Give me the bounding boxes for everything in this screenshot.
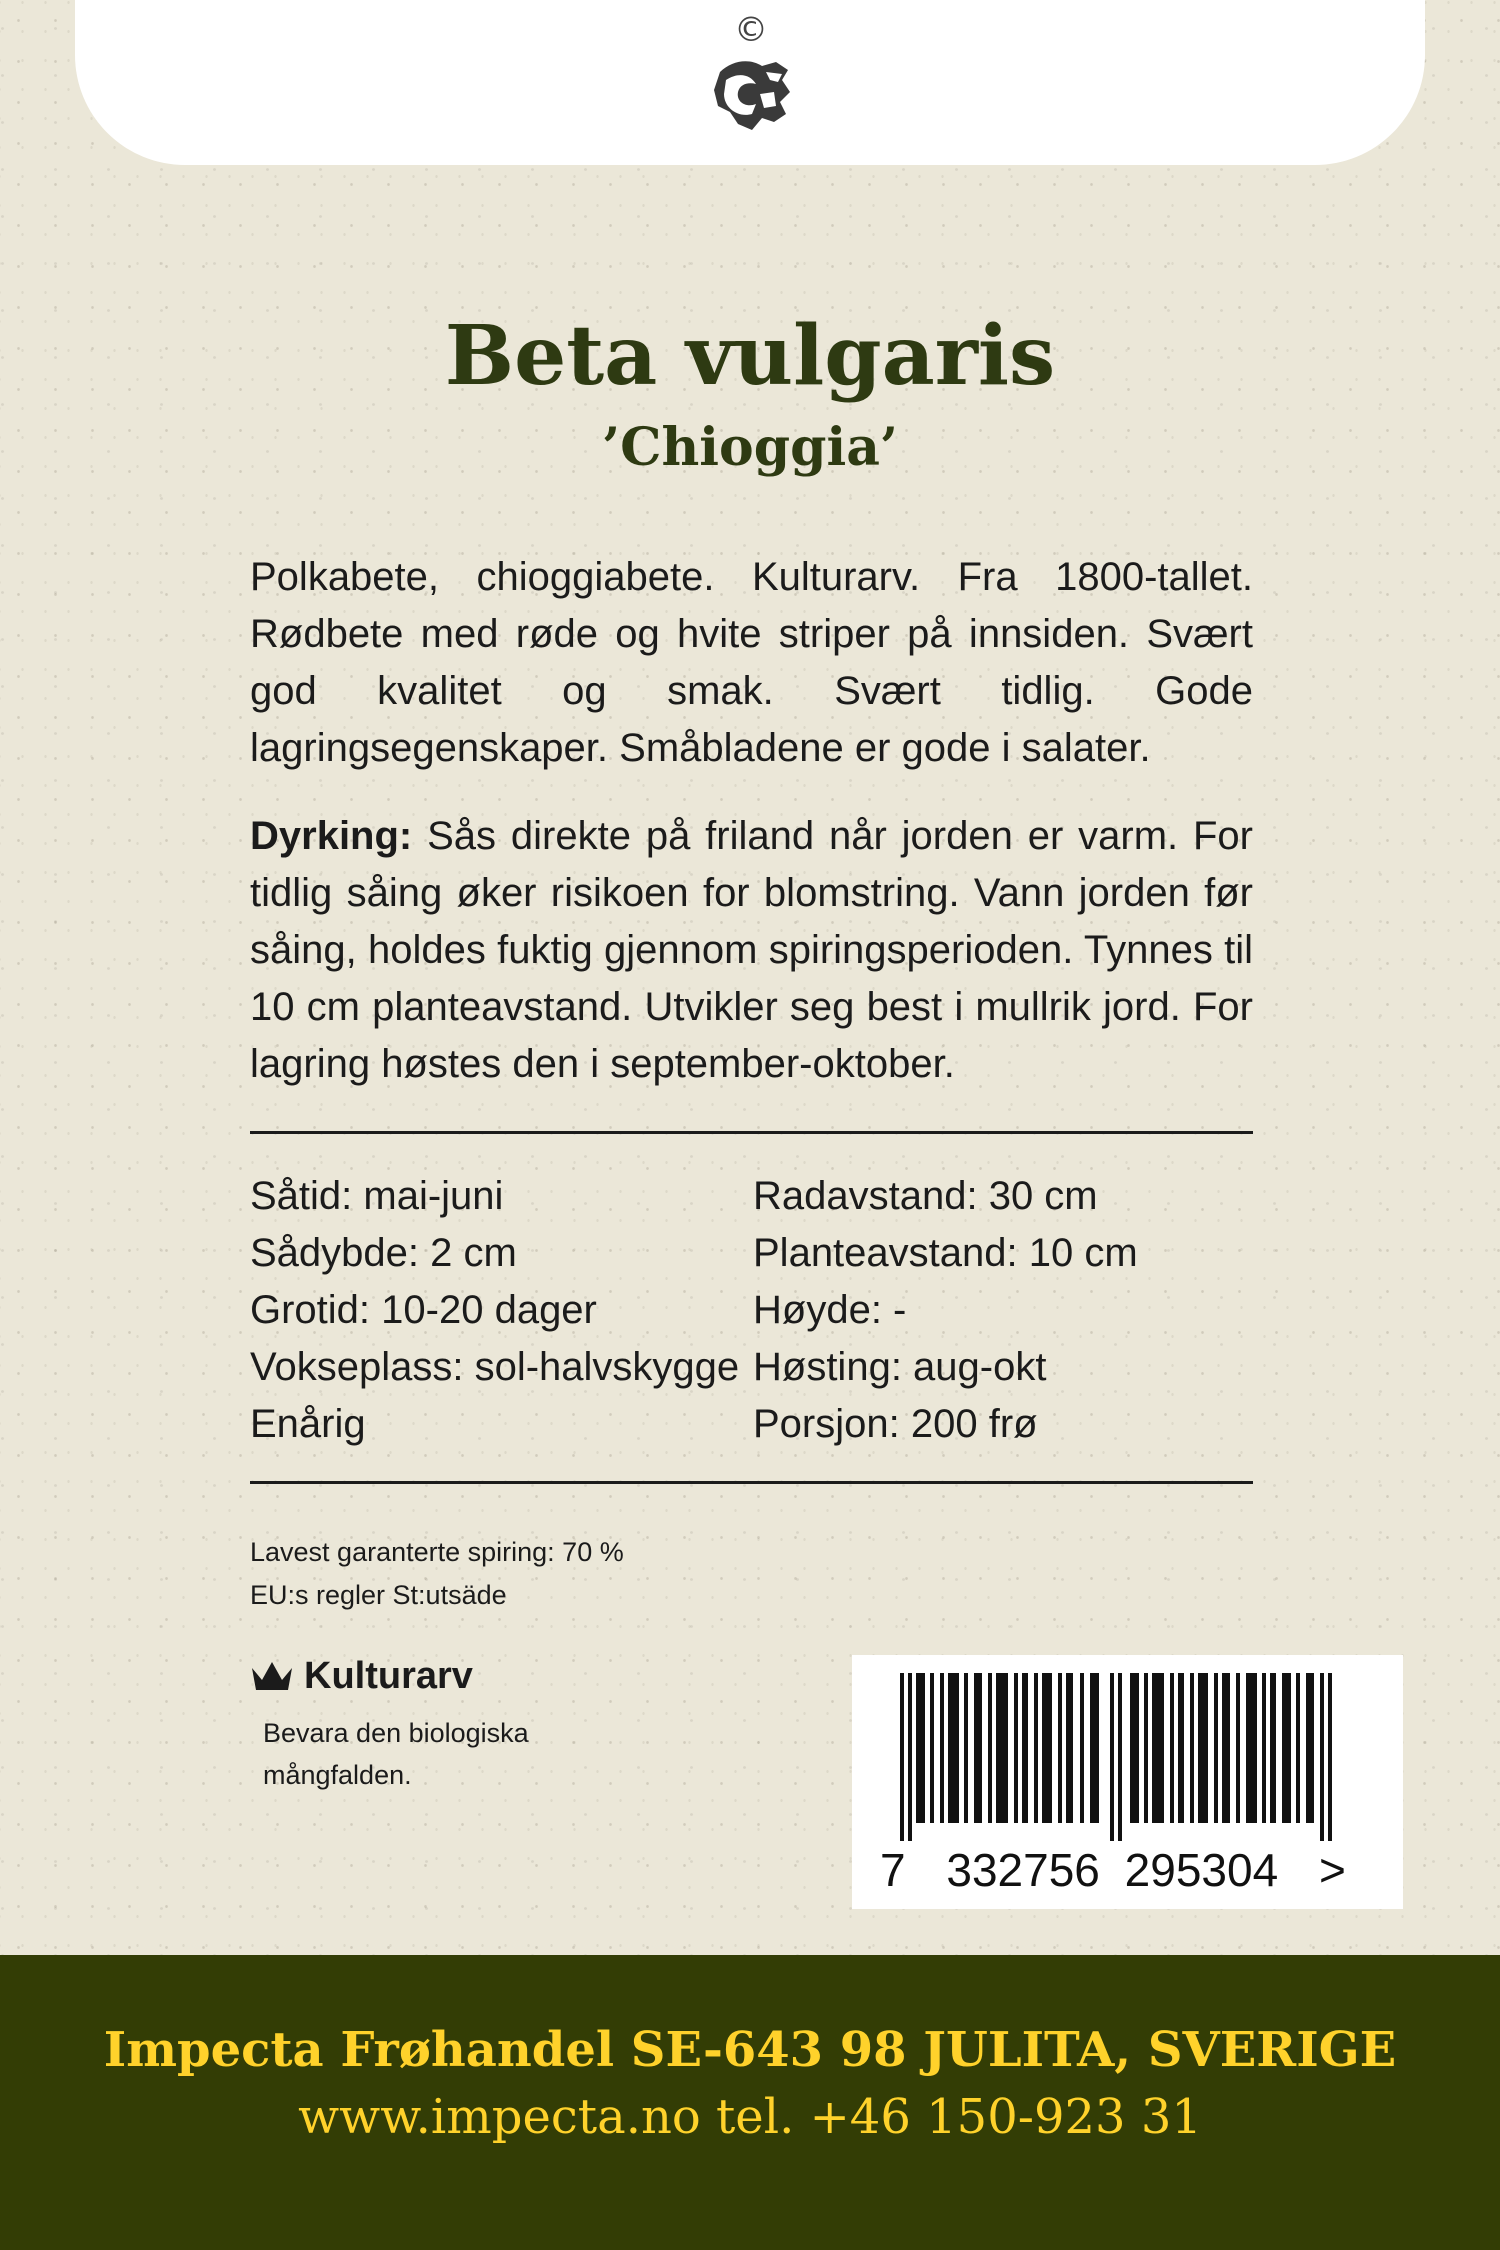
latin-name: Beta vulgaris [444,308,1056,404]
brand-logo [690,10,810,160]
divider-top [250,1131,1253,1134]
kulturarv-heading [250,1655,529,1698]
spec-germination-time: Grotid: 10-20 dager [250,1288,597,1332]
eu-rules: EU:s regler St:utsäde [250,1580,507,1610]
cultivation-label: Dyrking: [250,814,413,858]
company-address: Impecta Frøhandel SE-643 98 JULITA, SVERIGE [103,2022,1397,2078]
barcode-first-digit: 7 [880,1844,906,1896]
spec-height: Høyde: - [753,1288,907,1332]
kulturarv-title: Kulturarv [304,1655,473,1697]
product-description: Polkabete, chioggiabete. Kulturarv. Fra 1800-tallet. Rødbete med røde og hvite striper på innsiden. Svært god kvalitet og smak. Svært tidlig. Gode lagringsegenskaper. Småbladene er gode i salater. [250,555,1253,770]
spec-plant-spacing: Planteavstand: 10 cm [753,1231,1138,1275]
spec-column-left [250,1168,739,1453]
cultivation-paragraph [250,808,1253,1093]
spec-location: Vokseplass: sol-halvskygge [250,1345,740,1389]
copyright-symbol: © [734,10,768,50]
germination-rate: Lavest garanterte spiring: 70 % [250,1537,624,1567]
kulturarv-line-1: Bevara den biologiska [263,1718,529,1748]
barcode-bars [900,1673,1355,1841]
spec-harvest: Høsting: aug-okt [753,1345,1047,1389]
kulturarv-badge [250,1655,529,1796]
germination-info [250,1531,624,1617]
barcode-number [880,1843,1346,1897]
footer-band [0,1955,1500,2250]
company-contact: www.impecta.no tel. +46 150-923 31 [298,2089,1202,2145]
barcode-group-2: 295304 [1124,1844,1279,1896]
crown-icon [250,1660,294,1694]
barcode-group-1: 332756 [946,1844,1100,1896]
divider-bottom [250,1481,1253,1484]
cultivation-text: Sås direkte på friland når jorden er varm. For tidlig såing øker risikoen for blomstring. Vann jorden før såing, holdes fuktig gjennom spiringsperioden. Tynnes til 10 cm planteavstand. Utvikler seg best i mullrik jord. For lagring høstes den i september-oktober. [250,814,1253,1086]
barcode [852,1655,1403,1909]
impecta-logo-icon [690,10,810,160]
spec-row-spacing: Radavstand: 30 cm [753,1174,1098,1218]
barcode-arrow: > [1318,1844,1346,1896]
spec-sowing-time: Såtid: mai-juni [250,1174,504,1218]
kulturarv-text [263,1712,529,1796]
cultivar-name: ’Chioggia’ [601,417,898,478]
kulturarv-line-2: mångfalden. [263,1760,412,1790]
spec-portion: Porsjon: 200 frø [753,1402,1038,1446]
spec-sowing-depth: Sådybde: 2 cm [250,1231,517,1275]
spec-column-right [753,1168,1138,1453]
spec-lifecycle: Enårig [250,1402,366,1446]
